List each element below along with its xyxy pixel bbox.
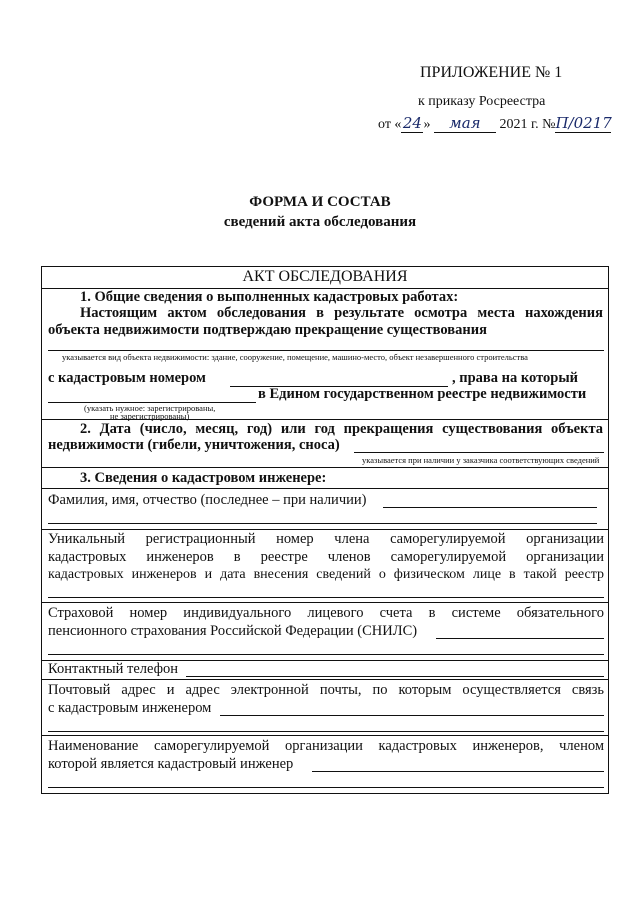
appendix-title: ПРИЛОЖЕНИЕ № 1 xyxy=(420,64,563,81)
registration-hint-b: не зарегистрированы) xyxy=(110,411,190,421)
sro-line2: которой является кадастровый инженер xyxy=(48,756,294,772)
section-1-title: 1. Общие сведения о выполненных кадастровых работах: xyxy=(80,289,459,305)
address-field[interactable] xyxy=(220,715,604,716)
act-heading: АКТ ОБСЛЕДОВАНИЯ xyxy=(41,266,609,289)
divider-5 xyxy=(41,602,609,603)
form-title: ФОРМА И СОСТАВ xyxy=(249,194,391,210)
phone-label: Контактный телефон xyxy=(48,661,179,677)
order-reference: к приказу Росреестра xyxy=(418,94,546,109)
snils-line1 xyxy=(48,605,604,622)
object-type-hint: указывается вид объекта недвижимости: здание, сооружение, помещение, машино-место, объект незавершенного строительства xyxy=(62,352,528,362)
section-1-line1 xyxy=(80,305,603,322)
snils-field[interactable] xyxy=(436,638,604,639)
reg-line1 xyxy=(48,531,604,548)
fio-field-line2[interactable] xyxy=(48,523,597,524)
egrn-label: в Едином государственном реестре недвижимости xyxy=(258,386,587,402)
reg-line2 xyxy=(48,549,604,566)
phone-field[interactable] xyxy=(186,676,604,677)
divider-8 xyxy=(41,735,609,736)
snils-field-line2[interactable] xyxy=(48,654,604,655)
object-type-field[interactable] xyxy=(48,350,604,351)
divider-7 xyxy=(41,679,609,680)
fio-label: Фамилия, имя, отчество (последнее – при наличии) xyxy=(48,492,367,508)
section-2-line2: недвижимости (гибели, уничтожения, сноса) xyxy=(48,437,340,453)
sro-field[interactable] xyxy=(312,771,604,772)
year-text: 2021 г. № xyxy=(499,117,556,132)
sro-line1-text: Наименование саморегулируемой организации кадастровых инженеров, членом xyxy=(48,738,604,754)
date-mid: » xyxy=(423,117,431,132)
section-1-line2: объекта недвижимости подтверждаю прекращение существования xyxy=(48,322,487,338)
cad-number-label: с кадастровым номером xyxy=(48,370,206,386)
month-handwritten: мая xyxy=(434,114,496,133)
fio-field[interactable] xyxy=(383,507,597,508)
registration-hint-a: (указать нужное: зарегистрированы, xyxy=(84,403,216,413)
address-field-line2[interactable] xyxy=(48,731,604,732)
sro-line1 xyxy=(48,738,604,755)
section-1-line1-text: Настоящим актом обследования в результате осмотра места нахождения xyxy=(80,305,603,321)
rights-label: , права на который xyxy=(452,370,578,386)
snils-line2: пенсионного страхования Российской Федерации (СНИЛС) xyxy=(48,623,418,639)
termination-date-hint: указывается при наличии у заказчика соответствующих сведений xyxy=(362,455,600,465)
reg-line3 xyxy=(48,567,604,583)
section-2-line1-text: 2. Дата (число, месяц, год) или год прекращения существования объекта xyxy=(80,421,603,437)
section-3-title: 3. Сведения о кадастровом инженере: xyxy=(80,470,327,486)
date-prefix: от « xyxy=(378,117,402,132)
reg-line3-text: кадастровых инженеров и дата внесения сведений о физическом лице в такой реестр xyxy=(48,567,604,582)
address-line1 xyxy=(48,682,604,699)
section-2-line1 xyxy=(80,421,603,438)
divider-4 xyxy=(41,529,609,530)
termination-date-field[interactable] xyxy=(354,452,604,453)
reg-number-field[interactable] xyxy=(48,597,604,598)
form-subtitle: сведений акта обследования xyxy=(223,214,417,230)
reg-line1-text: Уникальный регистрационный номер члена саморегулируемой организации xyxy=(48,531,604,547)
divider-3 xyxy=(41,488,609,489)
snils-line1-text: Страховой номер индивидуального лицевого счета в системе обязательного xyxy=(48,605,604,621)
address-line1-text: Почтовый адрес и адрес электронной почты, по которым осуществляется связь xyxy=(48,682,604,698)
order-number-handwritten: П/0217 xyxy=(555,114,612,132)
divider-2 xyxy=(41,467,609,468)
reg-line2-text: кадастровых инженеров в реестре членов саморегулируемой организации xyxy=(48,549,604,565)
order-date-line xyxy=(378,114,611,133)
address-line2: с кадастровым инженером xyxy=(48,700,212,716)
sro-field-line2[interactable] xyxy=(48,787,604,788)
divider-1 xyxy=(41,419,609,420)
day-handwritten: 24 xyxy=(402,114,422,132)
